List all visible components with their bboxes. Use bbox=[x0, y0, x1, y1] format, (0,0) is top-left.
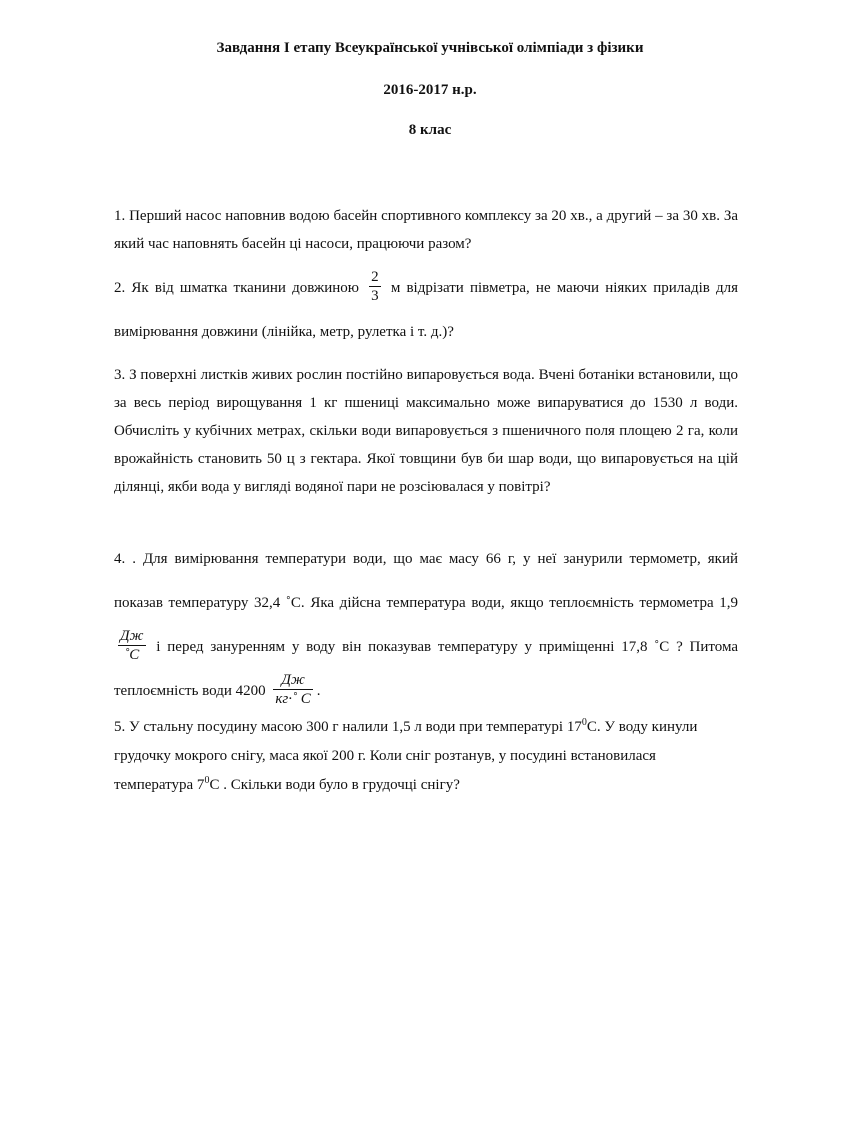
problem-3 bbox=[114, 361, 738, 501]
academic-year: 2016-2017 н.р. bbox=[383, 82, 477, 98]
problem-1 bbox=[114, 202, 738, 258]
fraction-heat-capacity-unit bbox=[118, 628, 146, 663]
problem-4-text-part3: . bbox=[316, 683, 321, 699]
fraction-denominator: кг·˚ С bbox=[275, 691, 311, 708]
problem-5-text-part2: С. У воду кинули грудочку мокрого снігу, маса якої 200 г. Коли сніг розтанув, у посудині встановилася температура 7 bbox=[114, 719, 698, 793]
fraction-numerator: Дж bbox=[120, 628, 144, 645]
fraction-denominator: 3 bbox=[371, 288, 379, 305]
fraction-specific-heat-unit bbox=[273, 672, 312, 707]
fraction-two-thirds bbox=[369, 269, 381, 304]
degree-superscript: 0 bbox=[581, 717, 587, 728]
problem-4 bbox=[114, 537, 738, 713]
problem-4-text-part2: і перед зануренням у воду він показував температуру у приміщенні 17,8 ˚С ? Питома теплоємність води 4200 bbox=[114, 639, 739, 699]
problem-3-text: 3. З поверхні листків живих рослин постійно випаровується вода. Вчені ботаніки встановили, що за весь період вирощування 1 кг пшениці максимально може випаруватися до 1530 л води. Обчисліть у кубічних метрах, скільки води випаровується з пшеничного поля площею 2 га, коли врожайність становить 50 ц з гектара. Якої товщини був би шар води, що випаровується на цій ділянці, якби вода у вигляді водяної пари не розсіювалася у повітрі? bbox=[114, 367, 738, 495]
fraction-numerator: Дж bbox=[273, 672, 312, 690]
degree-superscript: 0 bbox=[204, 775, 210, 786]
problem-2-text-after: м відрізати півметра, не маючи ніяких приладів для вимірювання довжини (лінійка, метр, рулетка і т. д.)? bbox=[114, 280, 739, 340]
problem-4-text-part1: 4. . Для вимірювання температури води, що має масу 66 г, у неї занурили термометр, який показав температуру 32,4 ˚С. Яка дійсна температура води, якщо теплоємність термометра 1,9 bbox=[114, 551, 738, 611]
fraction-denominator: ˚С bbox=[124, 647, 140, 664]
problem-2 bbox=[114, 266, 738, 354]
document-title: Завдання І етапу Всеукраїнської учнівської олімпіади з фізики bbox=[216, 40, 644, 56]
problem-5-text-part3: С . Скільки води було в грудочці снігу? bbox=[209, 777, 460, 793]
fraction-numerator: 2 bbox=[371, 269, 379, 286]
problem-5-text-part1: 5. У стальну посудину масою 300 г налили 1,5 л води при температурі 17 bbox=[114, 719, 582, 735]
problem-2-text-before: 2. Як від шматка тканини довжиною bbox=[114, 280, 359, 296]
grade-label: 8 клас bbox=[408, 122, 452, 138]
problem-1-text: 1. Перший насос наповнив водою басейн спортивного комплексу за 20 хв., а другий – за 30 хв. За який час наповнять басейн ці насоси, працюючи разом? bbox=[114, 208, 738, 252]
problem-5 bbox=[114, 713, 738, 800]
